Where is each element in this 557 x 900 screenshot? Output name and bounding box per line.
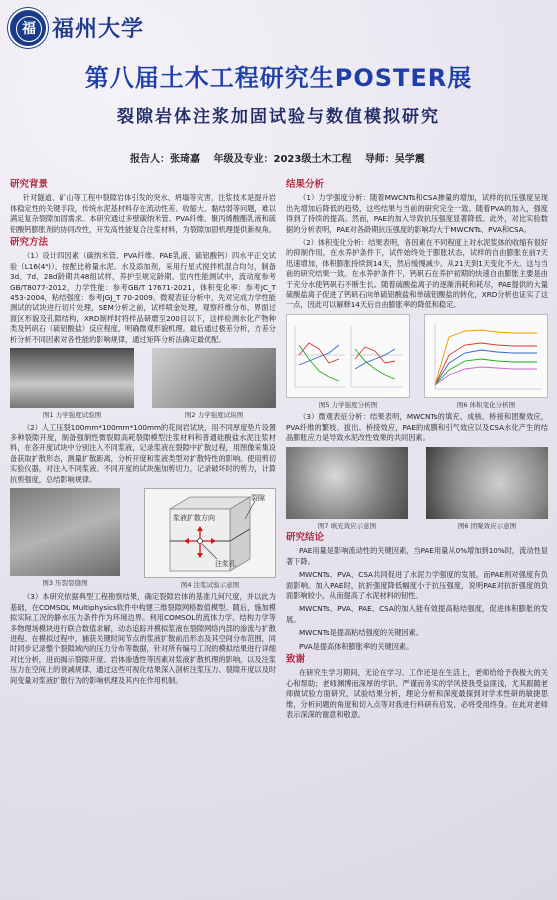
acknowledgement-paragraph: 在研究生学习期间，无论在学习、工作还是在生活上，老师给给予我极大的关心和帮助；老师渊博而深厚的学识、严谨而务实的学风使我受益匪浅，尤其跟随老师做试验方面研究，试验结果分析，理论分析和深度最探到对学术性研的敏捷思维，分析问题的角度和切入点等对我进行科研有启发，必将受用终身。在此对老师表示深深的谢意和敬意。 bbox=[286, 668, 548, 719]
poster-header bbox=[0, 0, 557, 170]
section-title-background: 研究背景 bbox=[10, 179, 49, 190]
sem-filling-effect-image bbox=[286, 447, 408, 519]
volume-change-chart bbox=[424, 314, 548, 398]
figure-1-caption: 图1 力学强度试验图 bbox=[42, 411, 102, 420]
figure-8 bbox=[426, 447, 548, 531]
seal-character: 福 bbox=[16, 16, 42, 42]
results-paragraph-2: （2）体积变化分析：结果表明，各因素在不同程度上对水泥浆体的收缩有很好的抑制作用，在水养护条件下，试件始终处于膨胀状态，试样的自由膨胀在前7天迅速增加，体积膨胀持续到14天，然后缓慢减少。从21天到1天变化不大。这与当前的研究结果一致。在水养护条件下，钙矾石在养护初期的快速自由膨胀主要是由于充分水使钙矾石不断生长。随着硫酸盐离子的逐渐消耗和耗尽，PAE提供的大量硫酸盐离子促进了钙矾石向单硫铝酸盐和单硫铝酸盐的转化，XRD分析也证实了这一点，因此可以解释14天后自由膨胀率的降低和稳定。 bbox=[286, 238, 548, 310]
strength-chart-svg bbox=[287, 315, 409, 397]
figure-4-caption: 图4 注浆试验示意图 bbox=[180, 580, 240, 589]
sem-agglomeration-image bbox=[426, 447, 548, 519]
conclusion-item-2: MWCNTs、PVA、CSA共同促进了水泥力学强度的发展，而PAE则对强度有负面影响。加入PAE时，抗折强度降低幅度小于抗压强度，说明PAE对抗折强度的负面影响较小，从而提高了水泥材料的韧性。 bbox=[286, 570, 548, 600]
reporter: 报告人：张琦嘉 bbox=[130, 154, 200, 165]
section-title-results: 结果分析 bbox=[286, 179, 325, 190]
grade-major: 年级及专业：2023级土木工程 bbox=[213, 154, 352, 165]
figure-2-caption: 图2 力学强度试块图 bbox=[184, 411, 244, 420]
figure-5-caption: 图5 力学强度分析图 bbox=[318, 400, 378, 409]
university-seal-logo bbox=[8, 8, 48, 48]
advisor: 导师：吴学震 bbox=[364, 154, 425, 165]
figure-7-caption: 图7 填充效应示意图 bbox=[317, 521, 377, 530]
figure-1 bbox=[10, 348, 134, 420]
fractured-rock-photo bbox=[10, 488, 120, 576]
label-grout-hole: 注浆孔 bbox=[215, 559, 236, 568]
strength-analysis-chart bbox=[286, 314, 410, 398]
methods-paragraph-2: （2）人工压裂100mm*100mm*100mm的花岗岩试块，用不同厚度垫片设置多种裂隙开度，制备强制性微裂隙高耗裂隙模型注浆材料和普通硅酸盐水泥注浆材料，在各开度试块中分别注入不同浆液，记录浆液在裂隙中扩散过程，用图像采集设备获取扩散形态，测量扩散距离，分析开度和浆液类型对扩散特性的影响。使用剪切实验仪器，对注入不同浆液、不同开度的试块施加剪切力，记录破坏时的剪力，计算抗剪强度，总结影响规律。 bbox=[10, 422, 277, 484]
figure-6 bbox=[424, 314, 548, 410]
label-crack: 裂隙 bbox=[251, 493, 265, 502]
poster-subtitle: 裂隙岩体注浆加固试验与数值模拟研究 bbox=[117, 107, 440, 127]
section-title-conclusions: 研究结论 bbox=[286, 531, 325, 543]
figure-row-4 bbox=[286, 447, 548, 531]
label-diffusion-direction: 浆液扩散方向 bbox=[173, 513, 215, 522]
methods-paragraph-1: （1）设计四因素（碳纳米管、PVA纤维、PAE乳液、硫铝酸钙）四水平正交试验（L16(4⁴)），按配比称量水泥、水及添加剂，采用行星式搅拌机混合均匀，制备3d、7d、28d龄期共48组试样，养护至规定龄期。室内性能测试中，流动度参考GB/T8077-2012，力学性能：参考GB/T 17671-2021，体积变化率：参考JC_T 453-2004，粘结强度：参考JGJ_T 70-2009。微观表征分析中，先对完成力学性能测试的试块进行切片处理，SEM分析之前，试样喷金处理，观察纤维分布、界面过渡区形貌及孔隙结构，XRD制样时将样品研磨至200目以下，这样检测水化产物种类及钙矾石（硫铝酸盐）反应程度，明确微观形貌机理。最后通过极差分析，方差分析分析不同因素对各性能的影响规律，通过矩阵分析法确定最优配。 bbox=[10, 251, 276, 344]
figure-3 bbox=[10, 488, 120, 590]
section-title-methods: 研究方法 bbox=[10, 237, 49, 249]
figure-8-caption: 图6 团聚效应示意图 bbox=[457, 521, 517, 530]
conclusion-item-3: MWCNTs、PVA、PAE、CSA的加入能有效提高粘结强度，促进体积膨胀的发展。 bbox=[286, 604, 548, 624]
main-title: 第八届土木工程研究生POSTER展 bbox=[84, 64, 473, 92]
figure-row-3 bbox=[286, 314, 548, 410]
results-paragraph-3: （3）微观表征分析：结果表明，MWCNTs的填充、成核、桥接和团聚效应，PVA纤维的繁枝、拔出、桥接效应，PAE的成膜和引气效应以及CSA水化产生的结晶膨胀应力是导致水泥改性效果的共同因素。 bbox=[286, 412, 548, 443]
methods-paragraph-3: （3）本研究依据典型工程勘察结果，确定裂隙岩体的基准几何尺度，并以此为基础，在COMSOL Multiphysics软件中构建三维裂隙网格数值模型。随后，施加模拟实际工况的静水压力条件作为环境边界。利用COMSOL的流体力学、结构力学等多物理场模块进行联合数值求解，动态追踪并模拟浆液在裂隙网络内部的渗流与扩散进程。在模拟过程中，捕获关键时间节点的浆液扩散前沿形态及其空间分布范围，同时同步记录整个裂隙域内的压力分布等数据，针对所有编号工况的模拟结果进行详细对比分析，进而揭示裂隙开度、岩体渗透性等因素对浆液扩散机理的影响，以及注浆压力在空间上的衰减规律，通过这些可视化结果深入剖析注浆压力、裂隙开度以及时间变量对浆液扩散行为的影响机理及其内在作用机制。 bbox=[10, 592, 276, 685]
figure-4 bbox=[144, 488, 276, 590]
university-name: 福州大学 bbox=[52, 16, 145, 42]
figure-3-caption: 图3 压裂裂缝图 bbox=[42, 578, 88, 587]
results-paragraph-1: （1）力学强度分析：随着MWCNTs和CSA掺量的增加，试样的抗压强度呈现出先增加后降低的趋势，这些结果与当前的研究完全一致。随着PVA的加入，强度得到了持续的提高。然而，PAE的加入导致抗压强度显著降低。此外，对比实验数据的分析表明，PAE对各龄期抗压强度的影响均大于MWCNTs、PVA和CSA。 bbox=[286, 193, 548, 234]
figure-6-caption: 图6 体积变化分析图 bbox=[456, 400, 516, 409]
figure-row-1 bbox=[10, 348, 276, 420]
background-paragraph: 针对隧道、矿山等工程中裂隙岩体引发的突水、坍塌等灾害，注浆技术是提升岩体稳定性的关键手段，传统水泥基材料存在流动性差、收缩大、黏结弱等问题，难以满足复杂裂隙加固需求。本研究通过多壁碳纳米管、PVA纤维、聚丙烯酸酯乳液和硫铝酸钙膨胀剂的协同改性，开发高性能复合注浆材料，为裂隙加固机理提供新视角。 bbox=[10, 193, 276, 234]
figure-7 bbox=[286, 447, 408, 531]
right-column bbox=[286, 180, 548, 723]
conclusion-item-4: MWCNTs是提高粘结强度的关键因素。 bbox=[298, 628, 424, 638]
section-title-acknowledgement: 致谢 bbox=[286, 653, 306, 665]
figure-row-2 bbox=[10, 488, 276, 590]
strength-test-photo bbox=[10, 348, 134, 408]
specimen-photo bbox=[152, 348, 276, 408]
conclusion-item-5: PVA是提高体积膨胀率的关键因素。 bbox=[298, 641, 414, 651]
volume-chart-svg bbox=[425, 315, 547, 397]
grouting-schematic bbox=[144, 488, 276, 578]
left-column bbox=[10, 180, 276, 689]
conclusion-item-1: PAE用量是影响流动性的关键因素，当PAE用量从0%增加到10%时，流动性显著下降。 bbox=[286, 546, 548, 566]
author-line bbox=[130, 150, 435, 165]
figure-2 bbox=[152, 348, 276, 420]
figure-5 bbox=[286, 314, 410, 410]
